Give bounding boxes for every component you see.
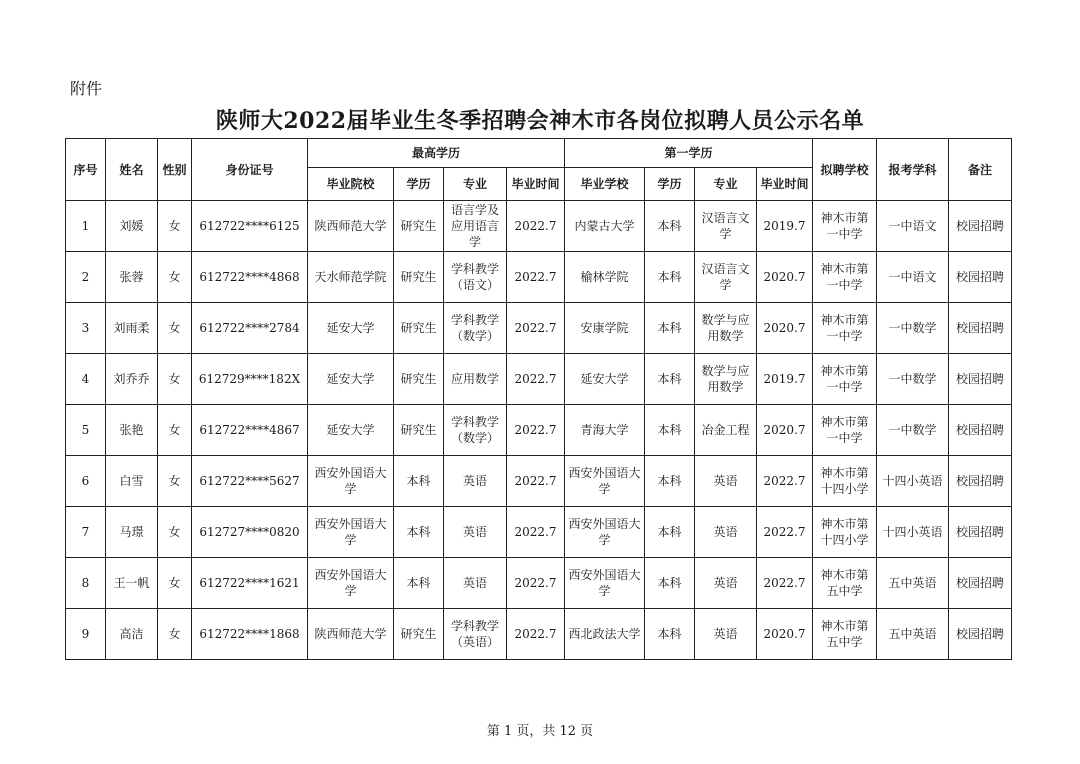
cell-subject: 十四小英语	[877, 507, 949, 558]
cell-seq: 7	[66, 507, 106, 558]
header-subject: 报考学科	[877, 139, 949, 201]
cell-name: 刘雨柔	[106, 303, 158, 354]
cell-hiring-school: 神木市第十四小学	[813, 507, 877, 558]
cell-seq: 5	[66, 405, 106, 456]
cell-highest-degree: 研究生	[394, 609, 444, 660]
cell-highest-major: 学科教学（数学）	[444, 405, 507, 456]
cell-highest-major: 英语	[444, 507, 507, 558]
attachment-label: 附件	[70, 79, 103, 98]
header-name: 姓名	[106, 139, 158, 201]
cell-remark: 校园招聘	[949, 558, 1012, 609]
cell-first-school: 西北政法大学	[565, 609, 645, 660]
header-highest-school: 毕业院校	[308, 168, 394, 201]
cell-highest-major: 英语	[444, 456, 507, 507]
cell-subject: 一中语文	[877, 201, 949, 252]
page-footer: 第 1 页，共 12 页	[486, 724, 594, 739]
cell-name: 白雪	[106, 456, 158, 507]
cell-gender: 女	[158, 558, 192, 609]
cell-id: 612722****6125	[192, 201, 308, 252]
header-gender: 性别	[158, 139, 192, 201]
cell-first-degree: 本科	[645, 354, 695, 405]
cell-hiring-school: 神木市第一中学	[813, 354, 877, 405]
cell-first-time: 2019.7	[757, 201, 813, 252]
cell-remark: 校园招聘	[949, 354, 1012, 405]
cell-gender: 女	[158, 252, 192, 303]
cell-id: 612727****0820	[192, 507, 308, 558]
header-seq: 序号	[66, 139, 106, 201]
header-first-major: 专业	[695, 168, 757, 201]
cell-highest-major: 应用数学	[444, 354, 507, 405]
cell-highest-degree: 研究生	[394, 252, 444, 303]
header-id: 身份证号	[192, 139, 308, 201]
cell-subject: 五中英语	[877, 609, 949, 660]
cell-first-time: 2022.7	[757, 456, 813, 507]
header-first-degree: 学历	[645, 168, 695, 201]
cell-remark: 校园招聘	[949, 303, 1012, 354]
table-row	[66, 252, 1012, 303]
table-row	[66, 507, 1012, 558]
cell-gender: 女	[158, 456, 192, 507]
cell-highest-major: 学科教学（英语）	[444, 609, 507, 660]
table-row	[66, 405, 1012, 456]
cell-remark: 校园招聘	[949, 456, 1012, 507]
cell-first-degree: 本科	[645, 405, 695, 456]
cell-highest-time: 2022.7	[507, 558, 565, 609]
header-row-1	[66, 139, 1012, 168]
header-first-time: 毕业时间	[757, 168, 813, 201]
cell-hiring-school: 神木市第五中学	[813, 558, 877, 609]
cell-hiring-school: 神木市第一中学	[813, 303, 877, 354]
table-row	[66, 456, 1012, 507]
cell-name: 王一帆	[106, 558, 158, 609]
cell-subject: 五中英语	[877, 558, 949, 609]
cell-first-time: 2020.7	[757, 405, 813, 456]
cell-hiring-school: 神木市第一中学	[813, 252, 877, 303]
table-row	[66, 558, 1012, 609]
cell-first-time: 2022.7	[757, 558, 813, 609]
header-highest-time: 毕业时间	[507, 168, 565, 201]
cell-first-school: 安康学院	[565, 303, 645, 354]
cell-highest-degree: 研究生	[394, 354, 444, 405]
cell-first-major: 英语	[695, 558, 757, 609]
cell-hiring-school: 神木市第五中学	[813, 609, 877, 660]
cell-highest-major: 英语	[444, 558, 507, 609]
cell-hiring-school: 神木市第一中学	[813, 405, 877, 456]
cell-gender: 女	[158, 303, 192, 354]
cell-seq: 4	[66, 354, 106, 405]
cell-name: 张艳	[106, 405, 158, 456]
cell-first-major: 英语	[695, 507, 757, 558]
cell-first-degree: 本科	[645, 456, 695, 507]
cell-remark: 校园招聘	[949, 252, 1012, 303]
cell-highest-school: 陕西师范大学	[308, 609, 394, 660]
cell-highest-school: 延安大学	[308, 405, 394, 456]
header-highest-education: 最高学历	[308, 139, 565, 168]
cell-highest-major: 学科教学（语文）	[444, 252, 507, 303]
cell-highest-major: 学科教学（数学）	[444, 303, 507, 354]
cell-seq: 2	[66, 252, 106, 303]
cell-highest-school: 延安大学	[308, 303, 394, 354]
document-title: 陕师大2022届毕业生冬季招聘会神木市各岗位拟聘人员公示名单	[215, 108, 865, 134]
cell-highest-school: 西安外国语大学	[308, 507, 394, 558]
cell-id: 612722****5627	[192, 456, 308, 507]
cell-seq: 8	[66, 558, 106, 609]
cell-subject: 一中数学	[877, 303, 949, 354]
cell-first-major: 汉语言文学	[695, 201, 757, 252]
cell-highest-time: 2022.7	[507, 609, 565, 660]
cell-highest-school: 陕西师范大学	[308, 201, 394, 252]
table-row	[66, 303, 1012, 354]
cell-gender: 女	[158, 609, 192, 660]
cell-highest-school: 西安外国语大学	[308, 558, 394, 609]
cell-highest-time: 2022.7	[507, 201, 565, 252]
cell-first-degree: 本科	[645, 252, 695, 303]
cell-id: 612722****1868	[192, 609, 308, 660]
cell-first-time: 2022.7	[757, 507, 813, 558]
cell-id: 612722****4867	[192, 405, 308, 456]
cell-first-major: 英语	[695, 609, 757, 660]
cell-subject: 一中数学	[877, 405, 949, 456]
cell-name: 刘媛	[106, 201, 158, 252]
header-highest-degree: 学历	[394, 168, 444, 201]
cell-first-major: 数学与应用数学	[695, 354, 757, 405]
cell-first-major: 冶金工程	[695, 405, 757, 456]
header-remark: 备注	[949, 139, 1012, 201]
cell-highest-degree: 研究生	[394, 405, 444, 456]
cell-seq: 3	[66, 303, 106, 354]
cell-seq: 1	[66, 201, 106, 252]
cell-id: 612722****2784	[192, 303, 308, 354]
cell-highest-time: 2022.7	[507, 405, 565, 456]
cell-name: 张蓉	[106, 252, 158, 303]
cell-highest-degree: 研究生	[394, 303, 444, 354]
cell-highest-major: 语言学及应用语言学	[444, 201, 507, 252]
cell-name: 高洁	[106, 609, 158, 660]
cell-id: 612729****182X	[192, 354, 308, 405]
cell-highest-time: 2022.7	[507, 456, 565, 507]
header-first-school: 毕业学校	[565, 168, 645, 201]
roster-table	[65, 138, 1012, 660]
cell-highest-time: 2022.7	[507, 354, 565, 405]
cell-first-major: 数学与应用数学	[695, 303, 757, 354]
cell-highest-school: 西安外国语大学	[308, 456, 394, 507]
cell-name: 刘乔乔	[106, 354, 158, 405]
header-hiring-school: 拟聘学校	[813, 139, 877, 201]
cell-first-degree: 本科	[645, 609, 695, 660]
cell-gender: 女	[158, 201, 192, 252]
cell-highest-time: 2022.7	[507, 303, 565, 354]
cell-first-major: 英语	[695, 456, 757, 507]
roster-body	[66, 201, 1012, 660]
cell-subject: 一中数学	[877, 354, 949, 405]
cell-highest-degree: 本科	[394, 558, 444, 609]
cell-first-degree: 本科	[645, 558, 695, 609]
table-row	[66, 354, 1012, 405]
cell-highest-degree: 研究生	[394, 201, 444, 252]
cell-name: 马璟	[106, 507, 158, 558]
cell-first-time: 2020.7	[757, 303, 813, 354]
cell-highest-school: 天水师范学院	[308, 252, 394, 303]
cell-highest-school: 延安大学	[308, 354, 394, 405]
cell-subject: 十四小英语	[877, 456, 949, 507]
cell-seq: 9	[66, 609, 106, 660]
cell-highest-time: 2022.7	[507, 507, 565, 558]
cell-gender: 女	[158, 405, 192, 456]
table-row	[66, 201, 1012, 252]
cell-first-major: 汉语言文学	[695, 252, 757, 303]
cell-remark: 校园招聘	[949, 201, 1012, 252]
cell-first-school: 西安外国语大学	[565, 558, 645, 609]
cell-first-time: 2019.7	[757, 354, 813, 405]
cell-remark: 校园招聘	[949, 405, 1012, 456]
cell-hiring-school: 神木市第十四小学	[813, 456, 877, 507]
header-first-education: 第一学历	[565, 139, 813, 168]
cell-first-time: 2020.7	[757, 252, 813, 303]
cell-remark: 校园招聘	[949, 609, 1012, 660]
cell-first-school: 内蒙古大学	[565, 201, 645, 252]
cell-first-school: 西安外国语大学	[565, 456, 645, 507]
cell-highest-degree: 本科	[394, 507, 444, 558]
cell-seq: 6	[66, 456, 106, 507]
cell-first-school: 榆林学院	[565, 252, 645, 303]
cell-first-school: 延安大学	[565, 354, 645, 405]
cell-gender: 女	[158, 354, 192, 405]
cell-id: 612722****1621	[192, 558, 308, 609]
cell-id: 612722****4868	[192, 252, 308, 303]
cell-highest-degree: 本科	[394, 456, 444, 507]
table-row	[66, 609, 1012, 660]
cell-first-time: 2020.7	[757, 609, 813, 660]
cell-first-degree: 本科	[645, 303, 695, 354]
cell-remark: 校园招聘	[949, 507, 1012, 558]
cell-highest-time: 2022.7	[507, 252, 565, 303]
header-highest-major: 专业	[444, 168, 507, 201]
cell-first-degree: 本科	[645, 201, 695, 252]
cell-subject: 一中语文	[877, 252, 949, 303]
cell-gender: 女	[158, 507, 192, 558]
cell-first-school: 青海大学	[565, 405, 645, 456]
cell-hiring-school: 神木市第一中学	[813, 201, 877, 252]
cell-first-degree: 本科	[645, 507, 695, 558]
cell-first-school: 西安外国语大学	[565, 507, 645, 558]
